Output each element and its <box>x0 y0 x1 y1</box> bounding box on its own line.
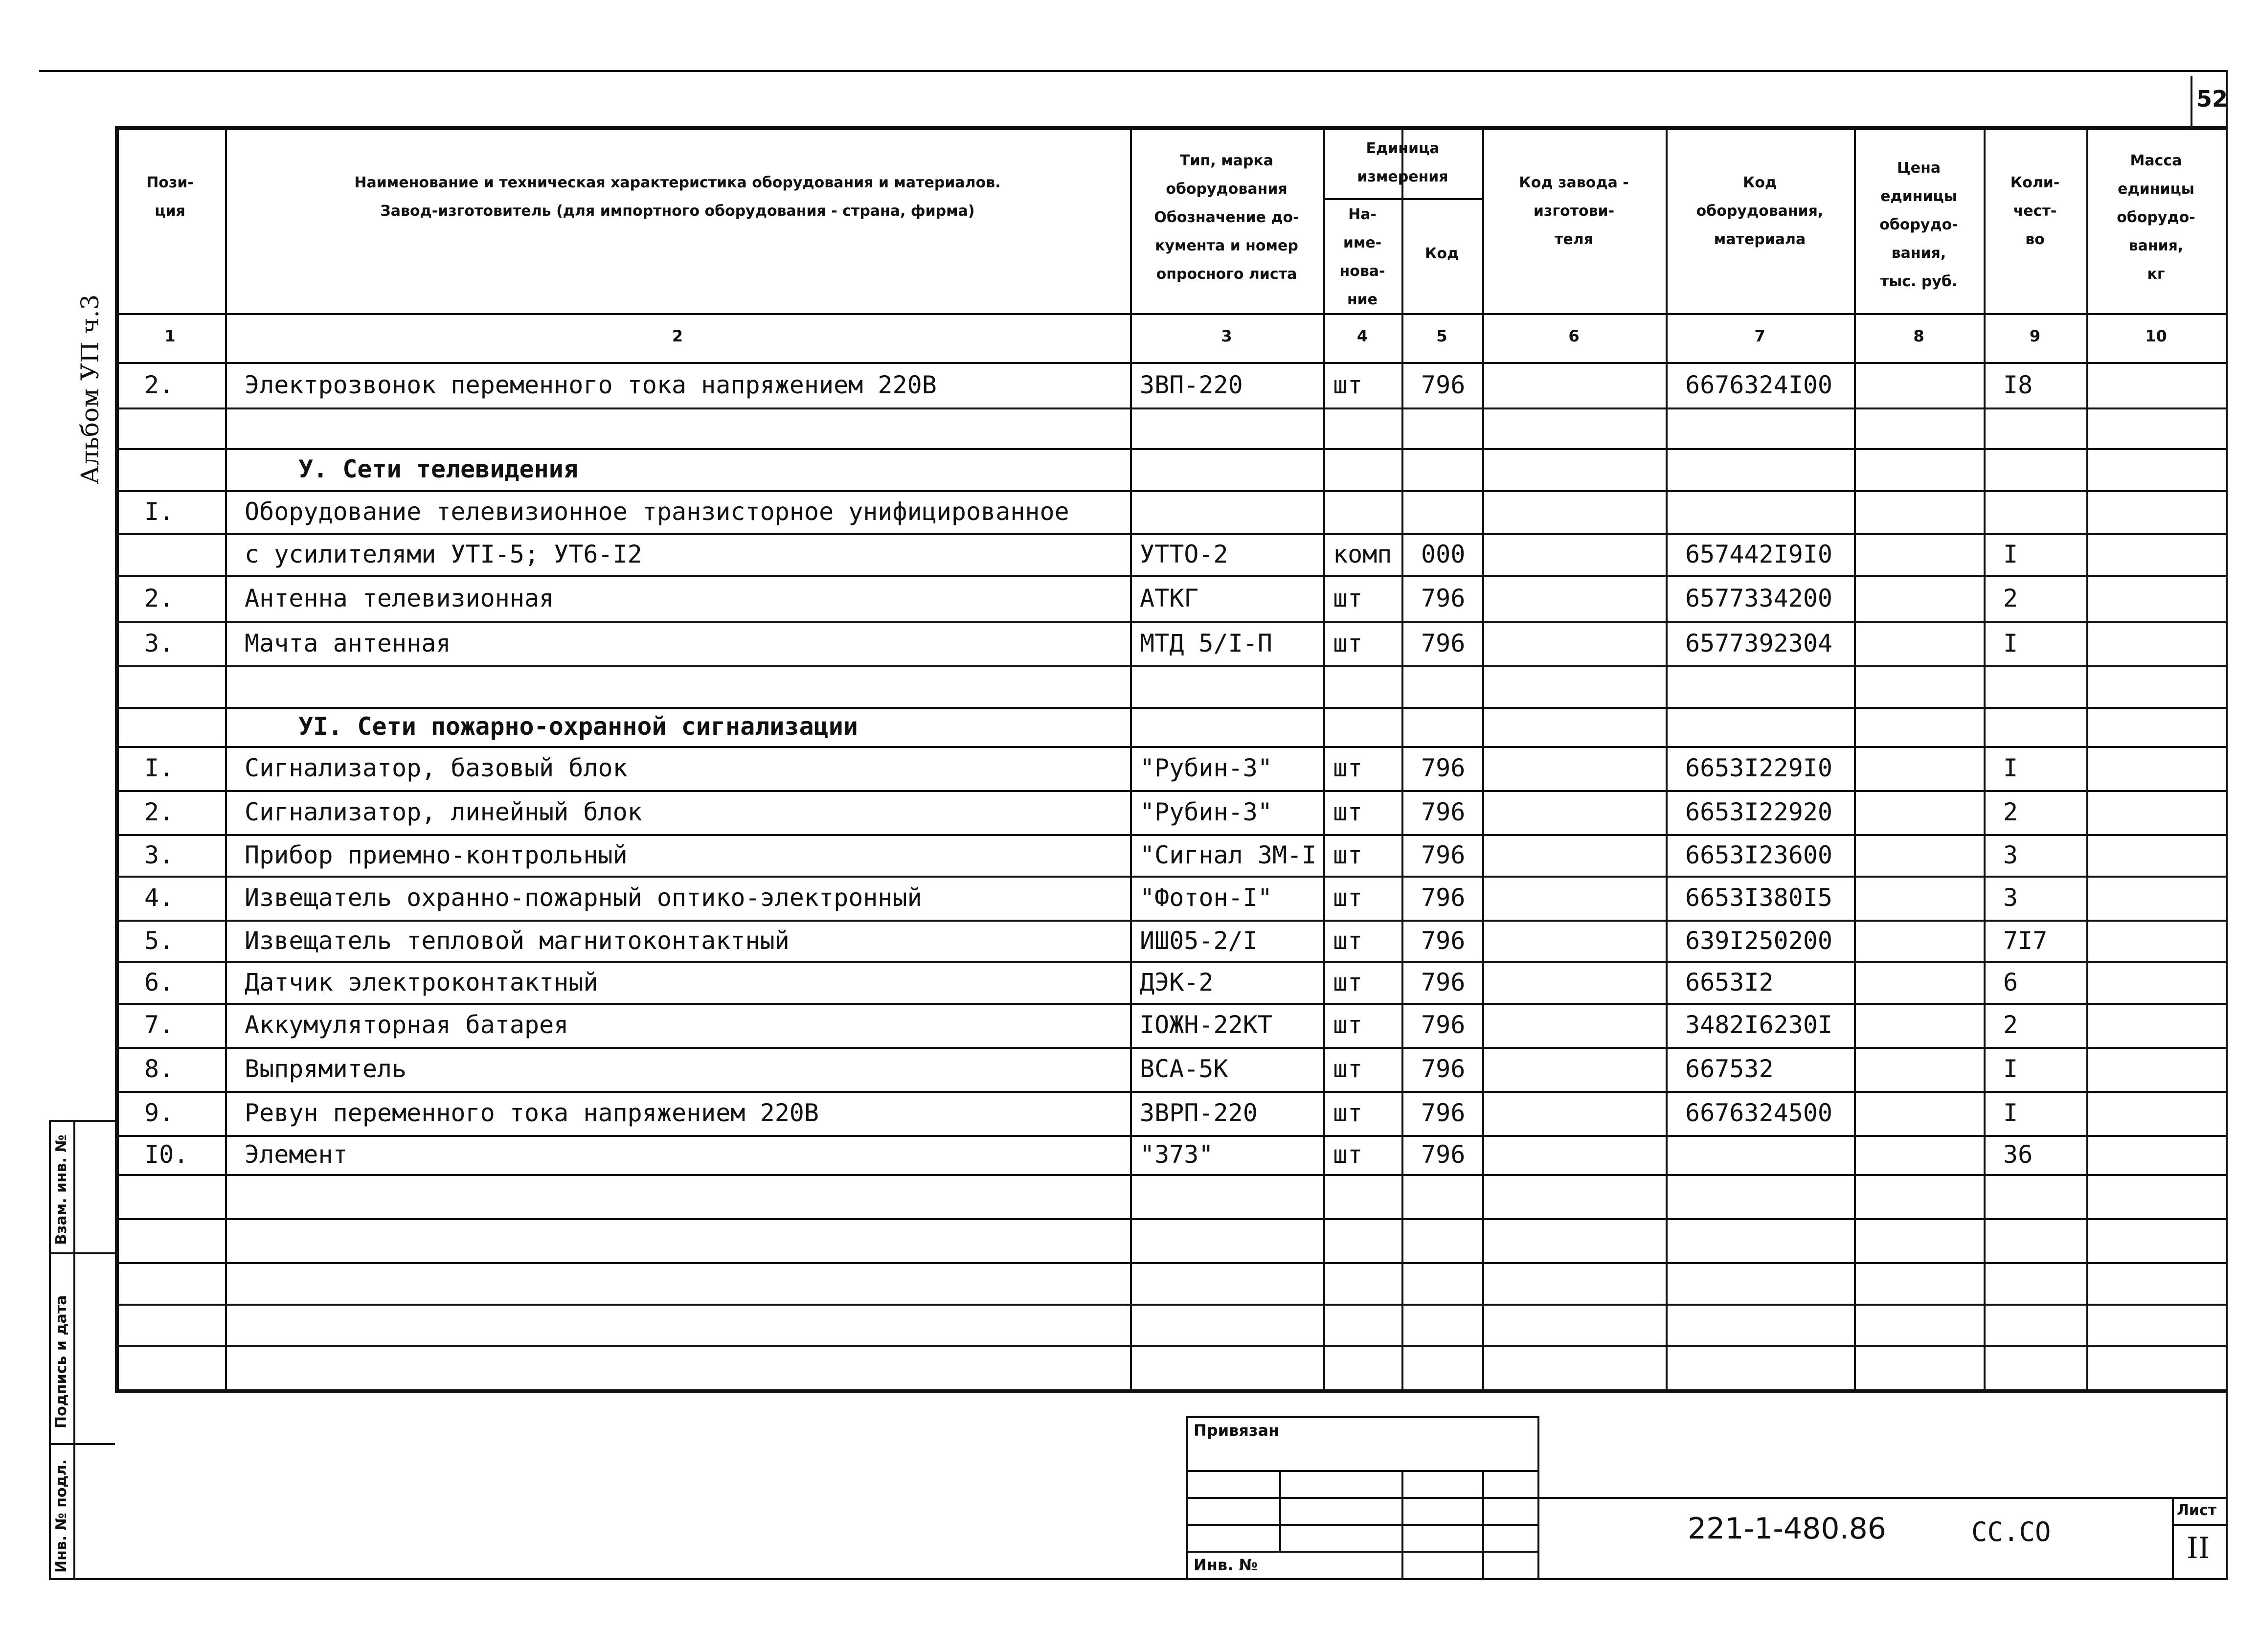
row-unit-code: 796 <box>1421 840 1466 869</box>
header-position-line-0: Пози- <box>146 174 194 191</box>
header-name-line-0: Наименование и техническая характеристика оборудования и материалов. <box>354 174 1001 191</box>
row-unit-code: 796 <box>1421 798 1466 826</box>
row-type: ИШ05-2/I <box>1140 926 1258 955</box>
row-unit-name: комп <box>1333 540 1392 568</box>
section-title: У. Сети телевидения <box>298 455 578 483</box>
page-number: 52 <box>2196 86 2228 112</box>
row-quantity: 3 <box>2003 883 2018 912</box>
header-equipment-code-line-2: материала <box>1714 231 1806 248</box>
row-name: Ревун переменного тока напряжением 220В <box>245 1099 819 1127</box>
header-mass-line-4: кг <box>2147 266 2165 283</box>
row-type: АТКГ <box>1140 584 1199 612</box>
row-unit-code: 796 <box>1421 370 1466 399</box>
header-quantity-line-1: чест- <box>2013 203 2057 220</box>
row-position: 3. <box>144 840 174 869</box>
document-code: СС.СО <box>1971 1516 2051 1547</box>
row-equipment-code: 6577392304 <box>1685 629 1833 657</box>
row-position: 4. <box>144 883 174 912</box>
row-quantity: I <box>2003 629 2018 657</box>
row-name: Аккумуляторная батарея <box>245 1011 569 1039</box>
column-number-6: 6 <box>1568 327 1580 345</box>
header-price-line-3: вания, <box>1891 245 1946 262</box>
column-number-5: 5 <box>1436 327 1447 345</box>
column-number-2: 2 <box>672 327 683 345</box>
row-type: "Рубин-3" <box>1140 754 1272 782</box>
row-type: ДЭК-2 <box>1140 968 1214 996</box>
row-position: 9. <box>144 1099 174 1127</box>
row-position: I. <box>144 754 174 782</box>
row-unit-name: шт <box>1333 1055 1363 1083</box>
row-position: 2. <box>144 798 174 826</box>
row-quantity: I <box>2003 754 2018 782</box>
row-name: Извещатель охранно-пожарный оптико-электронный <box>245 883 922 912</box>
row-equipment-code: 6577334200 <box>1685 584 1833 612</box>
header-mass-line-1: единицы <box>2118 181 2194 198</box>
sheet-number: II <box>2187 1531 2210 1565</box>
row-position: 2. <box>144 370 174 399</box>
row-name: Сигнализатор, линейный блок <box>245 798 642 826</box>
row-equipment-code: 3482I6230I <box>1685 1011 1833 1039</box>
row-equipment-code: 6653I380I5 <box>1685 883 1833 912</box>
row-equipment-code: 6676324I00 <box>1685 370 1833 399</box>
header-name-line-1: Завод-изготовитель (для импортного оборудования - страна, фирма) <box>380 203 975 220</box>
header-unit-line-0: Единица <box>1366 140 1440 157</box>
row-position: 5. <box>144 926 174 955</box>
row-unit-name: шт <box>1333 883 1363 912</box>
row-position: 7. <box>144 1011 174 1039</box>
row-unit-code: 796 <box>1421 883 1466 912</box>
row-unit-code: 796 <box>1421 1055 1466 1083</box>
header-factory-code-line-0: Код завода - <box>1519 174 1629 191</box>
side-label-vzam: Взам. инв. № <box>53 1134 70 1245</box>
row-unit-name: шт <box>1333 754 1363 782</box>
header-unit-name-line-2: нова- <box>1339 263 1385 280</box>
row-quantity: 3 <box>2003 840 2018 869</box>
inv-no-label: Инв. № <box>1194 1556 1258 1574</box>
row-name: с усилителями УТI-5; УТ6-I2 <box>245 540 642 568</box>
row-name: Мачта антенная <box>245 629 451 657</box>
column-number-9: 9 <box>2029 327 2041 345</box>
row-equipment-code: 6653I23600 <box>1685 840 1833 869</box>
row-name: Прибор приемно-контрольный <box>245 840 628 869</box>
header-position-line-1: ция <box>155 203 185 220</box>
row-unit-code: 000 <box>1421 540 1466 568</box>
side-label-podpis: Подпись и дата <box>53 1295 70 1428</box>
row-unit-code: 796 <box>1421 629 1466 657</box>
header-price-line-2: оборудо- <box>1879 216 1958 233</box>
column-number-8: 8 <box>1913 327 1924 345</box>
row-unit-name: шт <box>1333 1140 1363 1169</box>
row-equipment-code: 6653I22920 <box>1685 798 1833 826</box>
row-equipment-code: 6676324500 <box>1685 1099 1833 1127</box>
row-name: Выпрямитель <box>245 1055 407 1083</box>
row-equipment-code: 6653I229I0 <box>1685 754 1833 782</box>
row-equipment-code: 657442I9I0 <box>1685 540 1833 568</box>
row-unit-code: 796 <box>1421 1140 1466 1169</box>
row-type: ЗВП-220 <box>1140 370 1243 399</box>
column-number-10: 10 <box>2145 327 2167 345</box>
row-quantity: 6 <box>2003 968 2018 996</box>
row-position: I. <box>144 498 174 526</box>
row-quantity: 2 <box>2003 584 2018 612</box>
row-unit-name: шт <box>1333 798 1363 826</box>
row-equipment-code: 639I250200 <box>1685 926 1833 955</box>
row-unit-name: шт <box>1333 840 1363 869</box>
header-unit-name-line-3: ние <box>1347 291 1378 308</box>
row-type: "Фотон-I" <box>1140 883 1272 912</box>
column-number-7: 7 <box>1754 327 1765 345</box>
header-type-line-4: опросного листа <box>1156 266 1297 283</box>
header-type-line-0: Тип, марка <box>1180 152 1273 169</box>
row-quantity: I8 <box>2003 370 2033 399</box>
row-unit-name: шт <box>1333 968 1363 996</box>
row-name: Антенна телевизионная <box>245 584 554 612</box>
row-unit-code: 796 <box>1421 968 1466 996</box>
header-type-line-3: кумента и номер <box>1155 237 1298 254</box>
header-factory-code-line-1: изготови- <box>1533 203 1615 220</box>
header-price-line-4: тыс. руб. <box>1880 273 1958 290</box>
header-type-line-1: оборудования <box>1166 181 1288 198</box>
row-unit-code: 796 <box>1421 754 1466 782</box>
row-name: Датчик электроконтактный <box>245 968 598 996</box>
header-quantity-line-2: во <box>2025 231 2045 248</box>
row-quantity: 36 <box>2003 1140 2033 1169</box>
row-name: Элемент <box>245 1140 348 1169</box>
row-name: Оборудование телевизионное транзисторное унифицированное <box>245 498 1069 526</box>
header-price-line-1: единицы <box>1880 188 1957 205</box>
row-position: 6. <box>144 968 174 996</box>
row-unit-code: 796 <box>1421 926 1466 955</box>
row-type: IОЖН-22КТ <box>1140 1011 1272 1039</box>
row-type: "Сигнал 3М-I <box>1140 840 1317 869</box>
row-quantity: 2 <box>2003 1011 2018 1039</box>
row-type: "373" <box>1140 1140 1214 1169</box>
column-number-1: 1 <box>164 327 176 345</box>
row-type: ВСА-5К <box>1140 1055 1228 1083</box>
row-type: "Рубин-3" <box>1140 798 1272 826</box>
header-unit-code-line-0: Код <box>1424 245 1459 262</box>
section-title: УI. Сети пожарно-охранной сигнализации <box>298 712 858 741</box>
row-unit-code: 796 <box>1421 584 1466 612</box>
header-mass-line-2: оборудо- <box>2117 209 2195 226</box>
document-number: 221-1-480.86 <box>1688 1512 1886 1546</box>
column-number-4: 4 <box>1356 327 1368 345</box>
sheet-label: Лист <box>2177 1502 2217 1519</box>
row-unit-name: шт <box>1333 584 1363 612</box>
header-mass-line-3: вания, <box>2128 237 2184 254</box>
album-label: Альбом УП ч.3 <box>76 294 104 484</box>
row-unit-name: шт <box>1333 629 1363 657</box>
row-quantity: 7I7 <box>2003 926 2048 955</box>
side-label-inv: Инв. № подл. <box>53 1459 70 1573</box>
header-mass-line-0: Масса <box>2130 152 2182 169</box>
header-unit-line-1: измерения <box>1357 168 1448 185</box>
row-type: ЗВРП-220 <box>1140 1099 1258 1127</box>
row-unit-name: шт <box>1333 370 1363 399</box>
row-type: МТД 5/I-П <box>1140 629 1272 657</box>
row-unit-name: шт <box>1333 1011 1363 1039</box>
row-quantity: I <box>2003 1099 2018 1127</box>
row-quantity: 2 <box>2003 798 2018 826</box>
header-equipment-code-line-1: оборудования, <box>1696 203 1824 220</box>
header-type-line-2: Обозначение до- <box>1154 209 1299 226</box>
row-quantity: I <box>2003 540 2018 568</box>
header-price-line-0: Цена <box>1897 159 1941 177</box>
row-position: 3. <box>144 629 174 657</box>
row-position: I0. <box>144 1140 189 1169</box>
row-equipment-code: 6653I2 <box>1685 968 1774 996</box>
row-unit-code: 796 <box>1421 1099 1466 1127</box>
privyazan-label: Привязан <box>1194 1421 1280 1440</box>
row-position: 2. <box>144 584 174 612</box>
header-factory-code-line-2: теля <box>1555 231 1593 248</box>
row-unit-code: 796 <box>1421 1011 1466 1039</box>
row-unit-name: шт <box>1333 926 1363 955</box>
row-unit-name: шт <box>1333 1099 1363 1127</box>
column-number-3: 3 <box>1221 327 1232 345</box>
header-unit-name-line-1: име- <box>1343 234 1382 251</box>
row-position: 8. <box>144 1055 174 1083</box>
row-name: Извещатель тепловой магнитоконтактный <box>245 926 790 955</box>
row-name: Сигнализатор, базовый блок <box>245 754 628 782</box>
header-unit-name-line-0: На- <box>1348 206 1377 223</box>
row-name: Электрозвонок переменного тока напряжением 220В <box>245 370 937 399</box>
row-equipment-code: 667532 <box>1685 1055 1774 1083</box>
row-type: УТТО-2 <box>1140 540 1228 568</box>
header-quantity-line-0: Коли- <box>2010 174 2060 191</box>
row-quantity: I <box>2003 1055 2018 1083</box>
header-equipment-code-line-0: Код <box>1742 174 1777 191</box>
